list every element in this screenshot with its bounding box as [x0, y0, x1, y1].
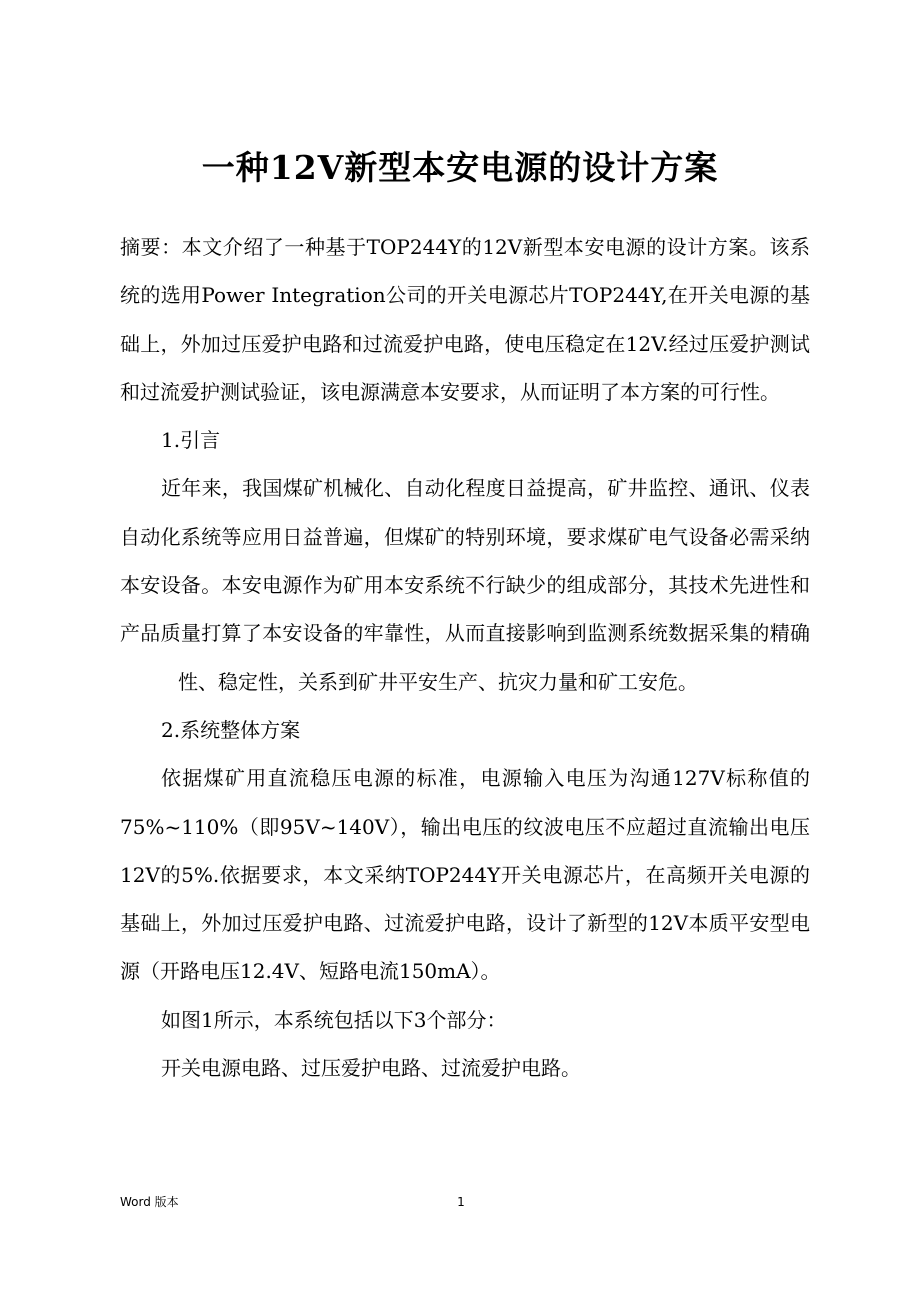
footer-version-label: Word 版本: [120, 1195, 179, 1209]
document-title: 一种12V新型本安电源的设计方案: [201, 148, 719, 187]
document-body: [120, 223, 810, 1092]
abstract-paragraph: 摘要：本文介绍了一种基于TOP244Y的12V新型本安电源的设计方案。该系统的选用Power Integration公司的开关电源芯片TOP244Y,在开关电源的基础上，外加过压爱护电路和过流爱护电路，使电压稳定在12V.经过压爱护测试和过流爱护测试验证，该电源满意本安要求，从而证明了本方案的可行性。: [120, 235, 810, 404]
section-heading-system-overview: 2.系统整体方案: [161, 717, 301, 742]
footer-page-number: 1: [457, 1195, 465, 1209]
system-overview-paragraph: 依据煤矿用直流稳压电源的标准，电源输入电压为沟通127V标称值的75%~110%（即95V~140V），输出电压的纹波电压不应超过直流输出电压12V的5%.依据要求，本文采纳TOP244Y开关电源芯片，在高频开关电源的基础上，外加过压爱护电路、过流爱护电路，设计了新型的12V本质平安型电源（开路电压12.4V、短路电流150mA）。: [120, 766, 810, 984]
figure-reference-paragraph: 如图1所示，本系统包括以下3个部分：: [161, 1007, 507, 1032]
introduction-text-part-2: 性、稳定性，关系到矿井平安生产、抗灾力量和矿工安危。: [178, 669, 698, 694]
components-list-paragraph: 开关电源电路、过压爱护电路、过流爱护电路。: [161, 1056, 581, 1081]
introduction-text-part-1: 近年来，我国煤矿机械化、自动化程度日益提高，矿井监控、通讯、仪表自动化系统等应用日益普遍，但煤矿的特别环境，要求煤矿电气设备必需采纳本安设备。本安电源作为矿用本安系统不行缺少的组成部分，其技术先进性和产品质量打算了本安设备的牢靠性，从而直接影响到监测系统数据采集的精确: [120, 476, 810, 646]
introduction-paragraph: [120, 464, 810, 705]
section-heading-introduction: 1.引言: [161, 428, 221, 453]
